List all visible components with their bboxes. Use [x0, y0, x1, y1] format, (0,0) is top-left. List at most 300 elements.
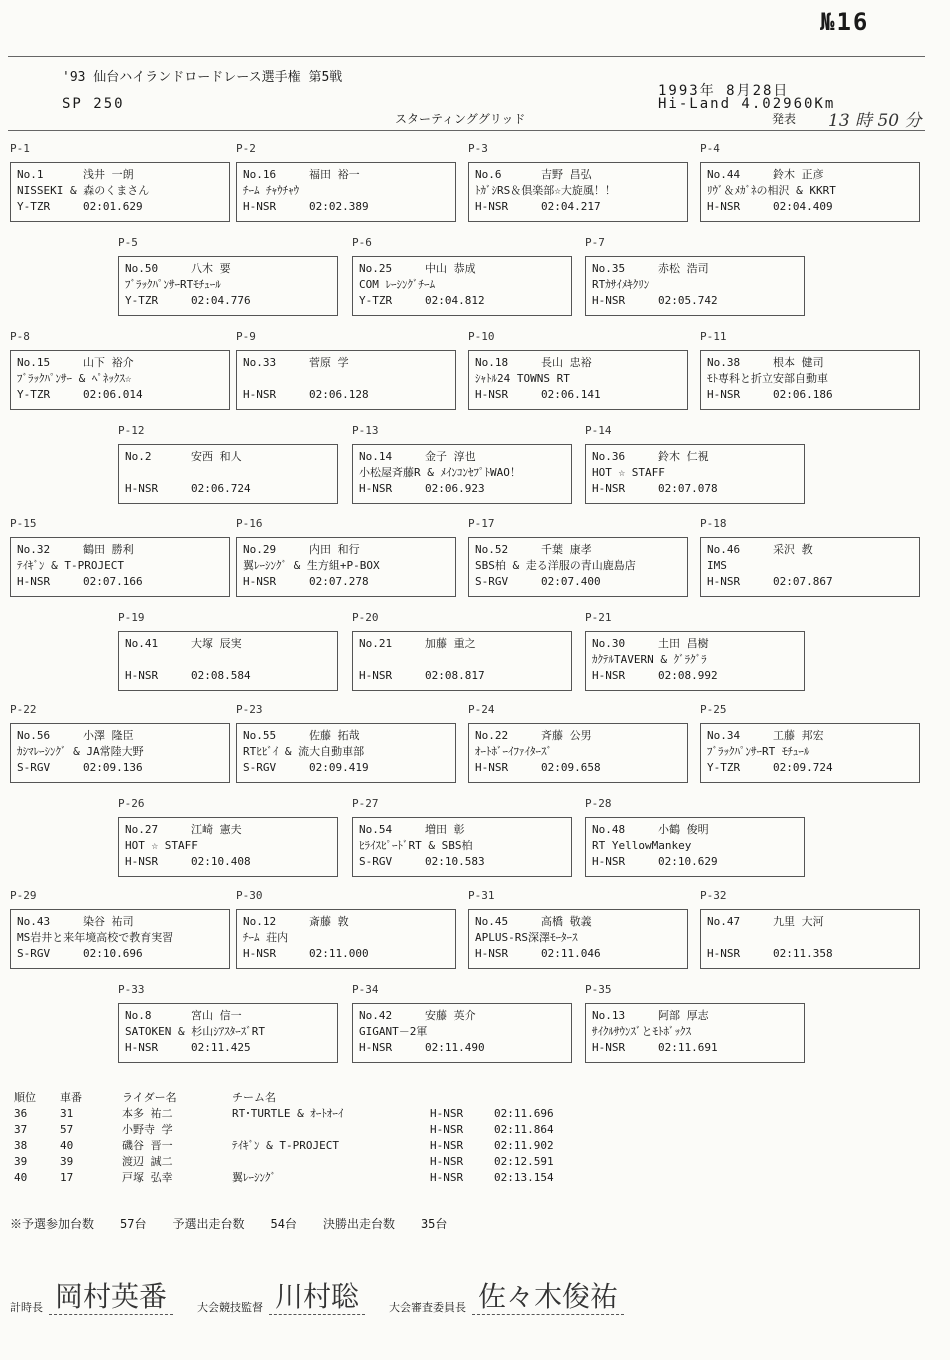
car-number: No.47 [707, 915, 741, 928]
car-number: No.15 [17, 356, 51, 369]
grid-slot-line3 [707, 574, 913, 590]
grid-slot-line3 [359, 854, 565, 870]
grid-slot-line3 [243, 574, 449, 590]
nonqualifier-row [14, 1154, 574, 1170]
timekeeper-signature: 岡村英番 [49, 1280, 173, 1315]
grid-position-label: P-33 [118, 983, 145, 996]
grid-slot [585, 817, 805, 877]
grid-position-label: P-13 [352, 424, 379, 437]
grid-position-label: P-15 [10, 517, 37, 530]
nq-rank: 37 [14, 1123, 28, 1136]
machine: H-NSR [359, 669, 393, 682]
car-number: No.44 [707, 168, 741, 181]
machine: H-NSR [243, 575, 277, 588]
nq-rank: 40 [14, 1171, 28, 1184]
grid-slot-line1 [125, 636, 331, 652]
grid-slot-line3 [359, 668, 565, 684]
team-name: GIGANT－2軍 [359, 1025, 428, 1038]
nq-rider-name: 戸塚 弘幸 [122, 1171, 173, 1184]
machine: H-NSR [475, 761, 509, 774]
grid-slot-line1 [707, 914, 913, 930]
team-name: ｼｬﾄﾙ24 TOWNS RT [475, 372, 570, 385]
col-rider-header: ライダー名 [122, 1091, 177, 1104]
grid-slot-line1 [17, 355, 223, 371]
qualifying-time: 02:11.000 [309, 947, 369, 960]
car-number: No.45 [475, 915, 509, 928]
car-number: No.42 [359, 1009, 393, 1022]
qualifying-time: 02:01.629 [83, 200, 143, 213]
grid-slot [585, 256, 805, 316]
grid-position-label: P-26 [118, 797, 145, 810]
machine: H-NSR [592, 482, 626, 495]
car-number: No.27 [125, 823, 159, 836]
grid-slot-line3 [17, 387, 223, 403]
qualifying-time: 02:09.658 [541, 761, 601, 774]
team-name: RTﾋﾋﾞｲ & 流大自動車部 [243, 745, 365, 758]
grid-slot-line3 [592, 481, 798, 497]
car-number: No.48 [592, 823, 626, 836]
qualifying-time: 02:08.992 [658, 669, 718, 682]
grid-slot-line1 [243, 355, 449, 371]
nq-team-name: RT･TURTLE & ｵｰﾄｵｰｲ [232, 1107, 344, 1120]
grid-slot-line1 [592, 822, 798, 838]
machine: H-NSR [592, 294, 626, 307]
grid-position-label: P-27 [352, 797, 379, 810]
car-number: No.6 [475, 168, 502, 181]
rider-name: 中山 恭成 [425, 262, 476, 275]
grid-slot [700, 162, 920, 222]
rider-name: 鶴田 勝利 [83, 543, 134, 556]
team-name: 小松屋斉藤R & ﾒｲﾝｺﾝｾﾌﾟﾄWAO！ [359, 466, 521, 479]
qualifying-time: 02:11.046 [541, 947, 601, 960]
nonqualifier-row [14, 1122, 574, 1138]
grid-position-label: P-12 [118, 424, 145, 437]
team-name: ﾌﾞﾗｯｸﾊﾟﾝｻｰRT ﾓﾁｭｰﾙ [707, 745, 810, 758]
grid-slot [10, 723, 230, 783]
team-name: HOT ☆ STAFF [125, 839, 198, 852]
grid-slot-line3 [359, 293, 565, 309]
team-name [125, 652, 331, 668]
grid-slot-line1 [243, 728, 449, 744]
car-number: No.25 [359, 262, 393, 275]
machine: H-NSR [125, 669, 159, 682]
rider-name: 長山 忠裕 [541, 356, 592, 369]
grid-position-label: P-2 [236, 142, 256, 155]
header-rule-bottom [8, 130, 925, 131]
car-number: No.30 [592, 637, 626, 650]
nq-rank: 36 [14, 1107, 28, 1120]
machine: H-NSR [707, 947, 741, 960]
rider-name: 福田 裕一 [309, 168, 360, 181]
grid-slot [236, 350, 456, 410]
grid-slot-line3 [243, 946, 449, 962]
machine: H-NSR [359, 482, 393, 495]
grid-position-label: P-9 [236, 330, 256, 343]
grid-slot [10, 909, 230, 969]
grid-position-label: P-31 [468, 889, 495, 902]
grid-slot-line3 [592, 668, 798, 684]
team-name: ｵｰﾄﾎﾞｰｲﾌｧｲﾀｰｽﾞ [475, 745, 552, 758]
grid-slot-line3 [707, 387, 913, 403]
col-no-header: 車番 [60, 1091, 82, 1104]
qualifying-time: 02:05.742 [658, 294, 718, 307]
grid-slot [118, 631, 338, 691]
grid-slot-line1 [359, 636, 565, 652]
qualifying-time: 02:09.724 [773, 761, 833, 774]
grid-position-label: P-4 [700, 142, 720, 155]
grid-slot-line3 [707, 760, 913, 776]
team-name: IMS [707, 559, 727, 572]
grid-slot-line3 [359, 1040, 565, 1056]
grid-slot [236, 162, 456, 222]
entry-stats [10, 1215, 473, 1232]
team-name: ﾓﾄ専科と折立安部自動車 [707, 372, 828, 385]
team-name: SBS柏 & 走る洋服の青山鹿島店 [475, 559, 636, 572]
qualifying-time: 02:04.812 [425, 294, 485, 307]
timekeeper-label: 計時長 [10, 1301, 43, 1314]
rider-name: 菅原 学 [309, 356, 349, 369]
nonqualifier-rows [14, 1106, 574, 1186]
grid-position-label: P-28 [585, 797, 612, 810]
grid-position-label: P-3 [468, 142, 488, 155]
car-number: No.16 [243, 168, 277, 181]
grid-slot-line1 [707, 167, 913, 183]
grid-slot-line1 [592, 1008, 798, 1024]
rider-name: 吉野 昌弘 [541, 168, 592, 181]
grid-slot-line3 [17, 574, 223, 590]
qualifying-time: 02:11.490 [425, 1041, 485, 1054]
machine: Y-TZR [707, 761, 741, 774]
grid-slot-line3 [475, 574, 681, 590]
team-name: ﾁｰﾑ ﾁｬｳﾁｬｳ [243, 184, 300, 197]
nq-rank: 39 [14, 1155, 28, 1168]
grid-slot-line1 [475, 167, 681, 183]
rider-name: 浅井 一朗 [83, 168, 134, 181]
grid-position-label: P-1 [10, 142, 30, 155]
grid-slot-line3 [243, 387, 449, 403]
grid-slot [10, 537, 230, 597]
nq-team-name: ﾃｲｷﾞﾝ & T-PROJECT [232, 1139, 339, 1152]
machine: S-RGV [17, 761, 51, 774]
grid-slot-line1 [243, 542, 449, 558]
team-name [707, 930, 913, 946]
grid-slot-line3 [243, 760, 449, 776]
grid-position-label: P-10 [468, 330, 495, 343]
circuit-info: Hi-Land 4.02960Km [658, 96, 836, 112]
grid-slot [585, 1003, 805, 1063]
grid-slot-line1 [125, 1008, 331, 1024]
nonqualifier-header-row [14, 1090, 574, 1106]
qualifying-time: 02:06.186 [773, 388, 833, 401]
grid-slot-line3 [125, 481, 331, 497]
car-number: No.50 [125, 262, 159, 275]
car-number: No.13 [592, 1009, 626, 1022]
grid-slot-line1 [17, 728, 223, 744]
grid-slot-line1 [475, 355, 681, 371]
rider-name: 染谷 祐司 [83, 915, 134, 928]
team-name [125, 465, 331, 481]
machine: H-NSR [475, 947, 509, 960]
grid-slot [468, 909, 688, 969]
rider-name: 佐藤 拓哉 [309, 729, 360, 742]
rider-name: 山下 裕介 [83, 356, 134, 369]
machine: H-NSR [125, 1041, 159, 1054]
grid-slot [700, 909, 920, 969]
car-number: No.36 [592, 450, 626, 463]
nq-car-number: 40 [60, 1139, 74, 1152]
rider-name: 八木 要 [191, 262, 231, 275]
grid-slot [118, 444, 338, 504]
machine: Y-TZR [17, 388, 51, 401]
rider-name: 斉藤 公男 [541, 729, 592, 742]
grid-slot-line1 [17, 542, 223, 558]
grid-slot-line1 [359, 822, 565, 838]
grid-position-label: P-30 [236, 889, 263, 902]
grid-slot-line3 [125, 1040, 331, 1056]
qualifying-time: 02:10.583 [425, 855, 485, 868]
race-date: 1993年 8月28日 [658, 83, 790, 99]
team-name: APLUS-RS深澤ﾓｰﾀｰｽ [475, 931, 578, 944]
nq-car-number: 39 [60, 1155, 74, 1168]
entrants-label: ※予選参加台数 [10, 1217, 95, 1231]
nonqualifier-row [14, 1106, 574, 1122]
machine: Y-TZR [359, 294, 393, 307]
nq-team-name: 翼ﾚｰｼﾝｸﾞ [232, 1171, 276, 1184]
rider-name: 千葉 康孝 [541, 543, 592, 556]
rider-name: 赤松 浩司 [658, 262, 709, 275]
nq-rank: 38 [14, 1139, 28, 1152]
rider-name: 大塚 辰実 [191, 637, 242, 650]
grid-slot [352, 817, 572, 877]
car-number: No.8 [125, 1009, 152, 1022]
nq-time: 02:12.591 [494, 1155, 554, 1168]
qualifying-time: 02:04.409 [773, 200, 833, 213]
car-number: No.29 [243, 543, 277, 556]
qualifying-time: 02:09.136 [83, 761, 143, 774]
machine: S-RGV [243, 761, 277, 774]
machine: S-RGV [359, 855, 393, 868]
grid-slot-line3 [125, 668, 331, 684]
grid-slot [118, 817, 338, 877]
grid-slot-line1 [707, 355, 913, 371]
rider-name: 江崎 憲夫 [191, 823, 242, 836]
team-name [243, 371, 449, 387]
team-name: ﾋﾗｲｽﾋﾟｰﾄﾞRT & SBS柏 [359, 839, 473, 852]
qualifying-time: 02:09.419 [309, 761, 369, 774]
grid-slot-line1 [707, 728, 913, 744]
nq-team-name [232, 1154, 430, 1170]
rider-name: 斎藤 敦 [309, 915, 349, 928]
rider-name: 安西 和人 [191, 450, 242, 463]
team-name: ﾘｳﾞ＆ﾒｶﾞﾈの相沢 & KKRT [707, 184, 836, 197]
grid-slot-line1 [592, 449, 798, 465]
team-name: ﾌﾞﾗｯｸﾊﾟﾝｻｰRTﾓﾁｭｰﾙ [125, 278, 221, 291]
grid-slot [352, 1003, 572, 1063]
nq-machine: H-NSR [430, 1123, 464, 1136]
nonqualifier-table [14, 1090, 574, 1186]
grid-position-label: P-6 [352, 236, 372, 249]
grid-position-label: P-8 [10, 330, 30, 343]
rider-name: 根本 健司 [773, 356, 824, 369]
team-name: ﾄｶﾞｼRS＆倶楽部☆大旋風！！ [475, 184, 616, 197]
qualifying-time: 02:07.278 [309, 575, 369, 588]
grid-slot [700, 537, 920, 597]
grid-position-label: P-34 [352, 983, 379, 996]
qualifying-time: 02:11.691 [658, 1041, 718, 1054]
grid-slot-line1 [125, 822, 331, 838]
nq-time: 02:11.902 [494, 1139, 554, 1152]
car-number: No.35 [592, 262, 626, 275]
machine: H-NSR [707, 200, 741, 213]
car-number: No.55 [243, 729, 277, 742]
qualifying-time: 02:02.389 [309, 200, 369, 213]
grid-slot-line3 [243, 199, 449, 215]
col-team-header: チーム名 [232, 1091, 276, 1104]
qualifying-time: 02:06.014 [83, 388, 143, 401]
grid-slot-line3 [359, 481, 565, 497]
nq-car-number: 31 [60, 1107, 74, 1120]
rider-name: 九里 大河 [773, 915, 824, 928]
document-number: №16 [820, 8, 870, 36]
car-number: No.32 [17, 543, 51, 556]
nq-rider-name: 磯谷 晋一 [122, 1139, 173, 1152]
grid-slot-line1 [475, 542, 681, 558]
team-name: ﾃｲｷﾞﾝ & T-PROJECT [17, 559, 124, 572]
grid-slot-line1 [243, 167, 449, 183]
grid-slot [236, 909, 456, 969]
team-name: ｶｼﾏﾚｰｼﾝｸﾞ & JA常陸大野 [17, 745, 144, 758]
qualifying-time: 02:08.817 [425, 669, 485, 682]
rider-name: 鈴木 仁視 [658, 450, 709, 463]
grid-position-label: P-14 [585, 424, 612, 437]
nq-time: 02:11.864 [494, 1123, 554, 1136]
qualifying-time: 02:11.358 [773, 947, 833, 960]
rider-name: 工藤 邦宏 [773, 729, 824, 742]
grid-slot-line3 [475, 387, 681, 403]
qualifying-time: 02:04.217 [541, 200, 601, 213]
grid-slot [118, 256, 338, 316]
grid-position-label: P-21 [585, 611, 612, 624]
grid-slot [468, 350, 688, 410]
qualifying-time: 02:07.166 [83, 575, 143, 588]
nonqualifier-row [14, 1170, 574, 1186]
grid-position-label: P-29 [10, 889, 37, 902]
machine: S-RGV [475, 575, 509, 588]
car-number: No.14 [359, 450, 393, 463]
grid-slot-line1 [475, 914, 681, 930]
grid-slot-line1 [707, 542, 913, 558]
grid-slot [236, 537, 456, 597]
team-name: 翼ﾚｰｼﾝｸﾞ & 生方組+P-BOX [243, 559, 380, 572]
car-number: No.56 [17, 729, 51, 742]
grid-slot-line1 [359, 449, 565, 465]
steward-signature: 佐々木俊祐 [472, 1280, 624, 1315]
entrants-count: 57台 [120, 1217, 147, 1231]
finalists-count: 35台 [420, 1217, 448, 1231]
grid-slot-line1 [17, 914, 223, 930]
team-name [359, 652, 565, 668]
rider-name: 増田 彰 [425, 823, 465, 836]
nq-rider-name: 小野寺 学 [122, 1123, 173, 1136]
qualifying-time: 02:07.078 [658, 482, 718, 495]
grid-slot-line3 [475, 199, 681, 215]
rider-name: 安藤 英介 [425, 1009, 476, 1022]
machine: H-NSR [592, 1041, 626, 1054]
grid-position-label: P-32 [700, 889, 727, 902]
grid-slot-line3 [475, 946, 681, 962]
machine: Y-TZR [125, 294, 159, 307]
grid-slot-line3 [125, 854, 331, 870]
grid-position-label: P-23 [236, 703, 263, 716]
grid-slot-line1 [17, 167, 223, 183]
car-number: No.18 [475, 356, 509, 369]
car-number: No.41 [125, 637, 159, 650]
car-number: No.38 [707, 356, 741, 369]
grid-slot-line3 [592, 293, 798, 309]
grid-position-label: P-7 [585, 236, 605, 249]
car-number: No.43 [17, 915, 51, 928]
grid-slot [10, 350, 230, 410]
nq-car-number: 57 [60, 1123, 74, 1136]
qualifying-time: 02:10.696 [83, 947, 143, 960]
grid-slot-line3 [17, 199, 223, 215]
car-number: No.52 [475, 543, 509, 556]
team-name: RTｶｻｲﾒｷｸﾘﾝ [592, 278, 650, 291]
grid-slot [468, 537, 688, 597]
rider-name: 宮山 信一 [191, 1009, 242, 1022]
grid-position-label: P-11 [700, 330, 727, 343]
grid-slot-line3 [17, 760, 223, 776]
grid-position-label: P-18 [700, 517, 727, 530]
rider-name: 小鶴 俊明 [658, 823, 709, 836]
grid-slot-line1 [359, 261, 565, 277]
grid-slot [352, 256, 572, 316]
machine: H-NSR [592, 855, 626, 868]
grid-position-label: P-22 [10, 703, 37, 716]
signature-block [10, 1280, 648, 1315]
grid-slot [700, 350, 920, 410]
grid-slot [352, 444, 572, 504]
grid-position-label: P-24 [468, 703, 495, 716]
car-number: No.1 [17, 168, 44, 181]
grid-slot-line3 [707, 199, 913, 215]
grid-position-label: P-16 [236, 517, 263, 530]
car-number: No.46 [707, 543, 741, 556]
grid-slot-line3 [17, 946, 223, 962]
rider-name: 小澤 隆臣 [83, 729, 134, 742]
grid-slot-line3 [125, 293, 331, 309]
steward-label: 大会審査委員長 [389, 1301, 467, 1314]
machine: H-NSR [125, 482, 159, 495]
qualifying-time: 02:10.629 [658, 855, 718, 868]
nq-car-number: 17 [60, 1171, 74, 1184]
grid-slot [352, 631, 572, 691]
qualifying-time: 02:06.141 [541, 388, 601, 401]
nq-machine: H-NSR [430, 1107, 464, 1120]
grid-slot-line1 [592, 261, 798, 277]
team-name: ﾌﾞﾗｯｸﾊﾟﾝｻｰ & ﾍﾟﾈｯｸｽ☆ [17, 372, 132, 385]
grid-slot [585, 444, 805, 504]
machine: H-NSR [707, 388, 741, 401]
machine: H-NSR [243, 388, 277, 401]
nq-team-name [232, 1122, 430, 1138]
team-name: HOT ☆ STAFF [592, 466, 665, 479]
team-name: NISSEKI & 森のくまさん [17, 184, 150, 197]
team-name: RT YellowMankey [592, 839, 692, 852]
team-name: ｻｲｸﾙｻｳﾝｽﾞとﾓﾄﾎﾞｯｸｽ [592, 1025, 691, 1038]
grid-position-label: P-35 [585, 983, 612, 996]
grid-slot-line1 [125, 449, 331, 465]
